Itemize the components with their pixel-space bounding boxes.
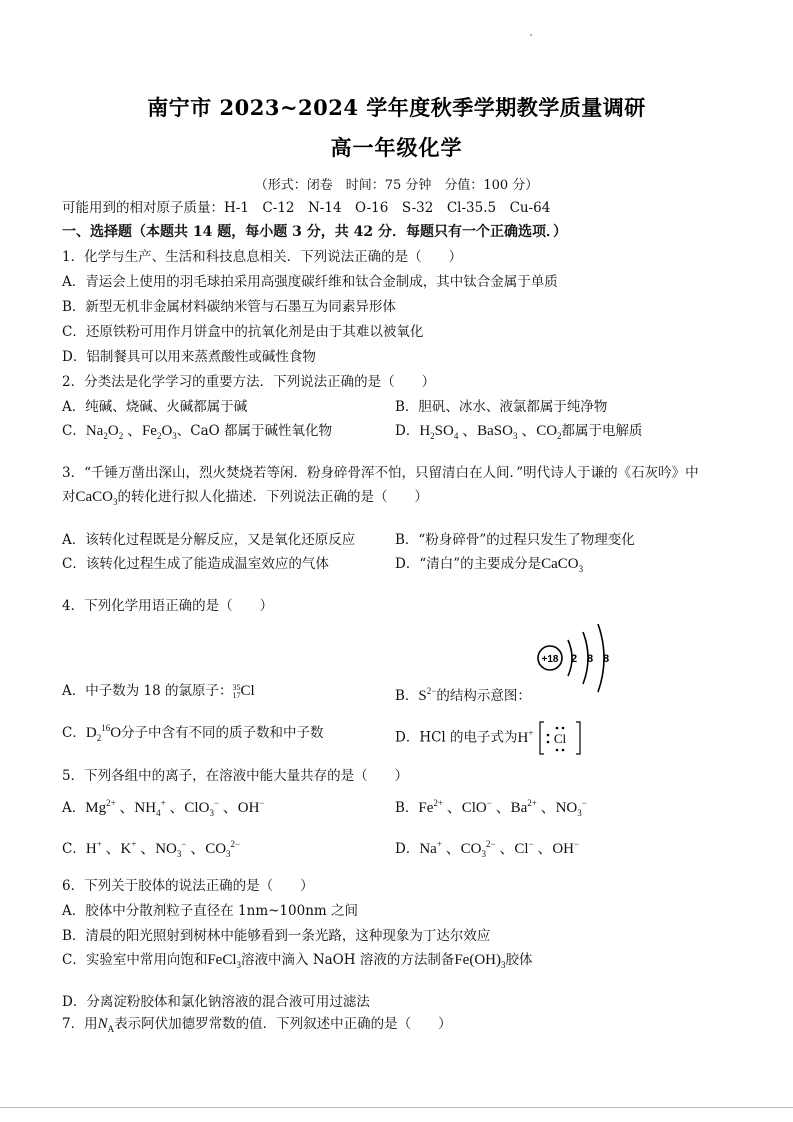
q4-option-b: B．$S^{2-}$的结构示意图： — [395, 686, 531, 704]
shell-3-electrons: 8 — [602, 653, 610, 665]
q5-option-b: B．$Fe^{2+}$ 、ClO− 、$Ba^{2+}$ 、$NO_3^-$ — [395, 798, 587, 818]
q2-stem: 2．分类法是化学学习的重要方法．下列说法正确的是（ ） — [62, 374, 436, 390]
q3-option-d: D．“清白”的主要成分是CaCO$_3$ — [395, 556, 584, 574]
q3-option-b: B．“粉身碎骨”的过程只发生了物理变化 — [395, 532, 635, 548]
q1-option-c: C．还原铁粉可用作月饼盒中的抗氧化剂是由于其难以被氧化 — [62, 324, 424, 340]
q5-stem: 5．下列各组中的离子，在溶液中能大量共存的是（ ） — [62, 768, 409, 784]
q2-option-c: C．$Na_2O_2$ 、$Fe_2O_3$、CaO 都属于碱性氧化物 — [62, 423, 333, 441]
q5-option-a: A．$Mg^{2+}$ 、$NH_4^+$ 、ClO$_3$− 、OH− — [62, 798, 265, 818]
page-subtitle: 高一年级化学 — [330, 135, 463, 160]
q1-stem: 1．化学与生产、生活和科技息息相关．下列说法正确的是（ ） — [62, 249, 463, 265]
q4-option-a: A．中子数为 18 的氯原子：35 17Cl — [62, 682, 255, 700]
hcl-electron-formula — [538, 719, 582, 757]
q6-stem: 6．下列关于胶体的说法正确的是（ ） — [62, 878, 314, 894]
q2-option-a: A．纯碱、烧碱、火碱都属于碱 — [62, 399, 248, 415]
sulfide-ion-structure-diagram — [530, 618, 620, 694]
svg-text:Cl: Cl — [553, 731, 566, 746]
q2-option-b: B．胆矾、冰水、液氯都属于纯净物 — [395, 399, 608, 415]
q3-stem-line2: 对CaCO$_3$的转化进行拟人化描述．下列说法正确的是（ ） — [62, 489, 428, 507]
shell-1-electrons: 2 — [570, 653, 578, 665]
scan-speck — [530, 34, 532, 36]
q6-option-d: D．分离淀粉胶体和氯化钠溶液的混合液可用过滤法 — [62, 994, 370, 1010]
exam-info: （形式：闭卷 时间：75 分钟 分值：100 分） — [254, 178, 539, 193]
q7-stem: 7．用$N_A$表示阿伏加德罗常数的值．下列叙述中正确的是（ ） — [62, 1016, 452, 1034]
nucleus-charge: +18 — [541, 654, 559, 665]
q2-option-d: D．$H_2SO_4$ 、BaSO$_3$ 、$CO_2$都属于电解质 — [395, 423, 643, 441]
shell-2-electrons: 8 — [586, 653, 594, 665]
q5-option-c: C．H+ 、K+ 、$NO_3^-$ 、$CO_3^{2-}$ — [62, 839, 241, 859]
q5-option-d: D．Na+ 、$CO_3^{2-}$ 、Cl− 、OH− — [395, 839, 580, 859]
q6-option-a: A．胶体中分散剂粒子直径在 1nm~100nm 之间 — [62, 903, 358, 919]
q4-option-c: C．$D_2^{16}O$分子中含有不同的质子数和中子数 — [62, 723, 324, 743]
q1-option-d: D．铝制餐具可以用来蒸煮酸性或碱性食物 — [62, 349, 316, 365]
page-title: 南宁市 2023~2024 学年度秋季学期教学质量调研 — [147, 95, 646, 120]
q3-option-c: C．该转化过程生成了能造成温室效应的气体 — [62, 556, 329, 572]
q3-option-a: A．该转化过程既是分解反应，又是氧化还原反应 — [62, 532, 356, 548]
atomic-masses: 可能用到的相对原子质量：H-1 C-12 N-14 O-16 S-32 Cl-35.5 Cu-64 — [62, 200, 551, 216]
q6-option-c: C．实验室中常用向饱和FeCl$_3$溶液中滴入 NaOH 溶液的方法制备$Fe(OH)_3$胶体 — [62, 952, 533, 970]
q4-option-d: D．HCl 的电子式为H+ Cl — [395, 719, 582, 757]
page-bottom-divider — [0, 1107, 793, 1108]
section-heading: 一、选择题（本题共 14 题，每小题 3 分，共 42 分．每题只有一个正确选项．） — [62, 224, 567, 240]
q1-option-b: B．新型无机非金属材料碳纳米管与石墨互为同素异形体 — [62, 299, 396, 315]
q1-option-a: A．青运会上使用的羽毛球拍采用高强度碳纤维和钛合金制成，其中钛合金属于单质 — [62, 274, 558, 290]
q6-option-b: B．清晨的阳光照射到树林中能够看到一条光路，这种现象为丁达尔效应 — [62, 928, 491, 944]
q4-stem: 4．下列化学用语正确的是（ ） — [62, 598, 274, 614]
q3-stem-line1: 3．“千锤万凿出深山，烈火焚烧若等闲．粉身碎骨浑不怕，只留清白在人间．”明代诗人于谦的《石灰吟》中 — [62, 465, 699, 481]
